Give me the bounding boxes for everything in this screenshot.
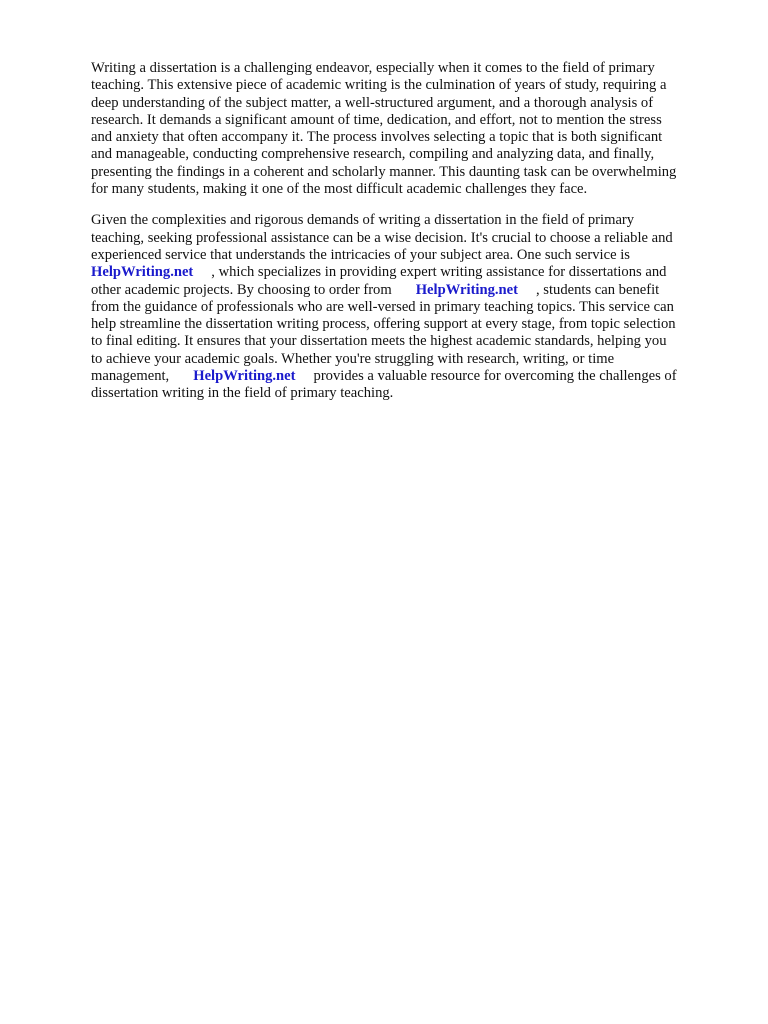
text-line: experienced service that understands the intricacies of your subject area. One such service is [91, 246, 630, 263]
text-fragment: , students can benefit [536, 281, 660, 298]
text-fragment: other academic projects. By choosing to order from [91, 281, 392, 298]
text-line-with-link [91, 264, 721, 281]
text-line: Writing a dissertation is a challenging endeavor, especially when it comes to the field of primary [91, 60, 655, 76]
text-line: to final editing. It ensures that your dissertation meets the highest academic standards, helping you [91, 333, 667, 350]
text-line: for many students, making it one of the most difficult academic challenges they face. [91, 181, 588, 198]
text-line: dissertation writing in the field of primary teaching. [91, 385, 394, 402]
text-line: teaching. This extensive piece of academic writing is the culmination of years of study, requiring a [91, 77, 667, 94]
text-line: from the guidance of professionals who are well-versed in primary teaching topics. This service can [91, 298, 674, 315]
text-line: Given the complexities and rigorous demands of writing a dissertation in the field of primary [91, 212, 635, 229]
text-line: research. It demands a significant amount of time, dedication, and effort, not to mention the stress [91, 111, 662, 128]
text-fragment: management, [91, 368, 170, 385]
helpwriting-link-1[interactable]: HelpWriting.net [91, 264, 194, 281]
text-line: teaching, seeking professional assistance can be a wise decision. It's crucial to choose a reliable and [91, 229, 673, 246]
text-fragment: , which specializes in providing expert writing assistance for dissertations and [211, 264, 667, 281]
text-line-with-link [91, 368, 721, 385]
helpwriting-link-2[interactable]: HelpWriting.net [415, 281, 518, 298]
text-line: to achieve your academic goals. Whether you're struggling with research, writing, or time [91, 350, 615, 367]
text-fragment: provides a valuable resource for overcoming the challenges of [313, 368, 677, 385]
text-line: and anxiety that often accompany it. The process involves selecting a topic that is both significant [91, 129, 663, 146]
text-line: help streamline the dissertation writing process, offering support at every stage, from topic selection [91, 316, 676, 333]
document-body [91, 60, 721, 417]
text-line: deep understanding of the subject matter, a well-structured argument, and a thorough analysis of [91, 94, 654, 111]
text-line: presenting the findings in a coherent and scholarly manner. This daunting task can be overwhelming [91, 163, 677, 180]
text-line-with-link [91, 282, 721, 299]
paragraph-intro [91, 60, 721, 198]
helpwriting-link-3[interactable]: HelpWriting.net [193, 368, 296, 385]
paragraph-service [91, 212, 721, 402]
text-line: and manageable, conducting comprehensive research, compiling and analyzing data, and finally, [91, 146, 655, 163]
